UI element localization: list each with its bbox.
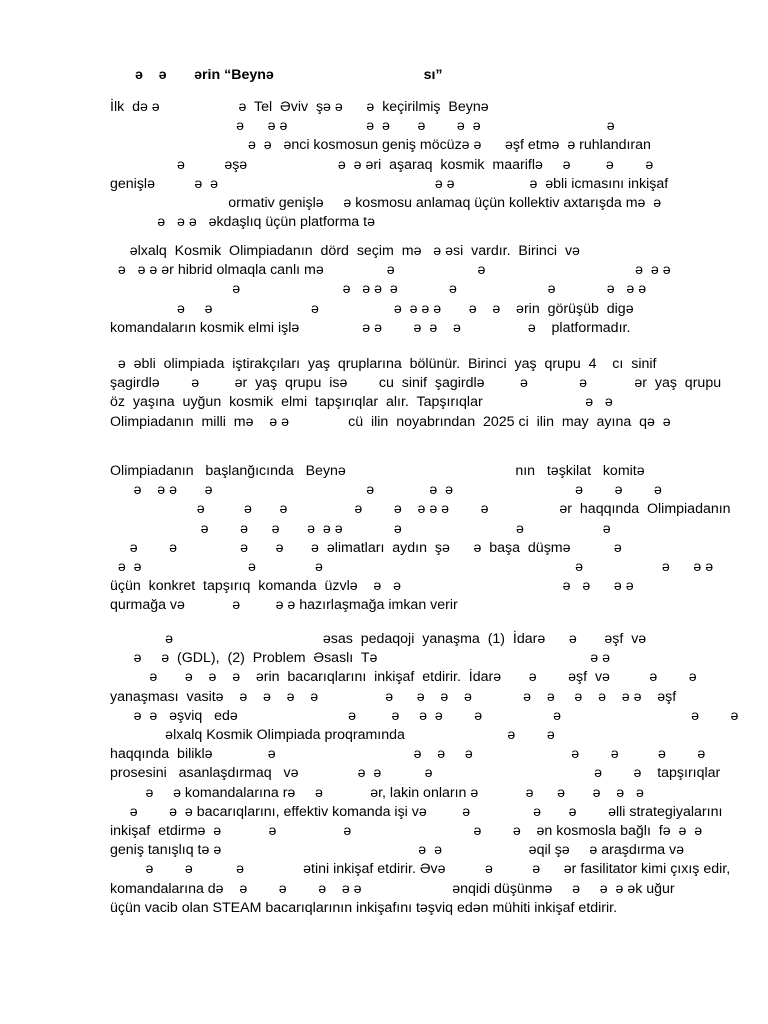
paragraph-line: prosesini asanlaşdırmaq və ə ə ə ə ə tapşırıqlar [110, 765, 721, 782]
paragraph-line: qurmağa və ə ə ə hazırlaşmağa imkan verir [110, 597, 458, 614]
paragraph-line: ə ə (GDL), (2) Problem Əsaslı Tə ə ə [110, 650, 611, 667]
paragraph-line: Olimpiadanın başlanğıcında Beynə nın təşkilat komitə [110, 463, 645, 479]
paragraph-line: üçün vacib olan STEAM bacarıqlarının inkişafını təşviq edən mühiti inkişaf etdirir. [110, 899, 618, 916]
paragraph-line: ə ə ə ə ə əlimatları aydın şə ə başa düşmə ə [110, 539, 622, 556]
paragraph-line: ə əşə ə ə əri aşaraq kosmik maariflə ə ə ə [110, 156, 654, 173]
paragraph-line: əlxalq Kosmik Olimpiadanın dörd seçim mə ə əsi vardır. Birinci və [110, 243, 580, 259]
paragraph-line: öz yaşına uyğun kosmik elmi tapşırıqlar alır. Tapşırıqlar ə ə [110, 394, 613, 411]
paragraph-line: inkişaf etdirmə ə ə ə ə ə ən kosmosla bağlı fə ə ə [110, 823, 703, 839]
paragraph-line: ə ə ə ə ə ə ə ə ə ə [110, 281, 647, 298]
paragraph-line: ə ə ə ə ə ə ə ə ə ə [110, 482, 662, 499]
paragraph-line: haqqında biliklə ə ə ə ə ə ə ə ə [110, 746, 706, 763]
paragraph-line: şagirdlə ə ər yaş qrupu isə cu sinif şagirdlə ə ə ər yaş qrupu [110, 375, 722, 392]
paragraph-line: ə ə ə ər hibrid olmaqla canlı mə ə ə ə ə ə [110, 262, 671, 279]
paragraph-line: ə ə ənci kosmosun geniş möcüzə ə əşf etmə ə ruhlandıran [110, 137, 651, 154]
paragraph-line: komandaların kosmik elmi işlə ə ə ə ə ə ə platformadır. [110, 319, 631, 336]
paragraph-line: əlxalq Kosmik Olimpiada proqramında ə ə [110, 727, 555, 743]
paragraph-line: İlk də ə ə Tel Əviv şə ə ə keçirilmiş Beynə [110, 99, 489, 115]
paragraph-line: geniş tanışlıq tə ə ə ə əqil şə ə araşdırma və [110, 842, 685, 859]
paragraph-line: Olimpiadanın milli mə ə ə cü ilin noyabrından 2025 ci ilin may ayına qə ə [110, 413, 671, 430]
paragraph-line: yanaşması vasitə ə ə ə ə ə ə ə ə ə ə ə ə ə ə əşf [110, 688, 677, 705]
paragraph-line: ə ə ə ə ə ə ə ə ə [110, 118, 615, 135]
document-title: ə ə ərin “Beynə sı” [135, 67, 443, 83]
paragraph-line: ormativ genişlə ə kosmosu anlamaq üçün kollektiv axtarışda mə ə [110, 195, 662, 211]
paragraph-line: ə ə əşviq edə ə ə ə ə ə ə ə ə [110, 707, 739, 724]
paragraph-line: ə ə ə ə ə ə ə ə ə [110, 520, 611, 537]
paragraph-line: ə ə ə əkdaşlıq üçün platforma tə [110, 214, 375, 231]
paragraph-line: ə əsas pedaqoji yanaşma (1) İdarə ə əşf və [110, 631, 647, 647]
paragraph-line: ə ə komandalarına rə ə ər, lakin onların ə ə ə ə ə ə [110, 784, 644, 801]
paragraph-line: ə ə ə ə ərin bacarıqlarını inkişaf etdirir. İdarə ə əşf və ə ə [110, 669, 697, 686]
paragraph-line: genişlə ə ə ə ə ə əbli icmasını inkişaf [110, 175, 669, 192]
paragraph-line: üçün konkret tapşırıq komanda üzvlə ə ə ə ə ə ə [110, 578, 634, 595]
paragraph-line: ə ə ə ətini inkişaf etdirir. Əvə ə ə ər fasilitator kimi çıxış edir, [110, 861, 731, 878]
paragraph-line: ə ə ə bacarıqlarını, effektiv komanda işi və ə ə ə əlli strategiyalarını [110, 803, 723, 820]
paragraph-line: ə ə ə ə ə ə ə ə ə ər haqqında Olimpiadanın [110, 501, 731, 518]
paragraph-line: komandalarına də ə ə ə ə ə ənqidi düşünmə ə ə ə ək uğur [110, 880, 675, 897]
paragraph-line: ə ə ə ə ə ə ə ə [110, 559, 714, 575]
paragraph-line: ə əbli olimpiada iştirakçıları yaş qruplarına bölünür. Birinci yaş qrupu 4 cı sinif [110, 356, 657, 372]
paragraph-line: ə ə ə ə ə ə ə ə ə ərin görüşüb digə [110, 300, 634, 317]
